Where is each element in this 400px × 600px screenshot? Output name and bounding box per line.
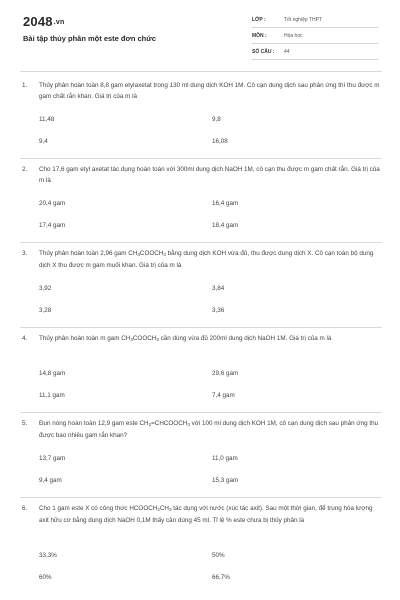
text-segment: cần dùng vừa đủ 200ml dung dịch NaOH 1M. Giá trị của m là	[158, 335, 332, 342]
answer-option[interactable]: 7,4 gam	[212, 392, 235, 399]
meta-value: 44	[284, 49, 290, 55]
answer-option[interactable]: 50%	[212, 552, 225, 559]
subscript: 3	[130, 337, 133, 342]
question-text: Cho 17,6 gam etyl axetat tác dụng hoàn toàn với 300ml dung dịch NaOH 1M, cô cạn thu được m gam chất rắn. Giá trị của m là	[39, 166, 380, 184]
answer-option[interactable]: 60%	[39, 574, 52, 581]
subscript: 3	[163, 252, 166, 257]
divider	[20, 242, 382, 243]
answer-option[interactable]: 11,0 gam	[212, 455, 238, 462]
logo-suffix: .vn	[53, 19, 65, 27]
divider	[20, 158, 382, 159]
meta-value: Tốt nghiệp THPT	[284, 17, 322, 23]
meta-value: Hóa học	[284, 33, 303, 39]
meta-key: LỚP :	[252, 17, 266, 23]
logo-text: 2048	[23, 14, 53, 29]
answer-option[interactable]: 13,7 gam	[39, 455, 66, 462]
meta-class	[252, 14, 378, 28]
answer-option[interactable]: 3,28	[39, 307, 52, 314]
question-text	[39, 248, 381, 271]
question-number: 5.	[22, 420, 28, 427]
answer-option[interactable]: 14,8 gam	[39, 370, 66, 377]
question-number: 4.	[22, 335, 28, 342]
answer-option[interactable]: 29,6 gam	[212, 370, 239, 377]
document-title: Bài tập thủy phân một este đơn chức	[23, 34, 156, 43]
text-segment: COOCH	[139, 250, 164, 257]
question-text	[39, 418, 381, 441]
question-number: 2.	[22, 166, 28, 173]
text-segment: bằng dung dịch KOH vừa đủ, thu được dung dịch X. Cô cạn toàn bộ dung dịch X thu được m gam muối khan. Giá trị của m là	[39, 250, 374, 269]
answer-option[interactable]: 33,3%	[39, 552, 57, 559]
text-segment: COOCH	[132, 335, 157, 342]
subscript: 3	[187, 422, 190, 427]
answer-option[interactable]: 66,7%	[212, 574, 230, 581]
answer-option[interactable]: 9,4 gam	[39, 477, 62, 484]
text-segment: Thủy phân hoàn toàn 2,96 gam CH	[39, 250, 138, 257]
answer-option[interactable]: 3,36	[212, 307, 225, 314]
text-segment: Đun nóng hoàn toàn 12,9 gam este CH	[39, 420, 149, 427]
text-segment: =CHCOOCH	[151, 420, 188, 427]
subscript: 3	[156, 337, 159, 342]
divider	[20, 412, 382, 413]
meta-key: SỐ CÂU :	[252, 49, 275, 55]
answer-option[interactable]: 18,4 gam	[212, 222, 239, 229]
text-segment: CH	[159, 505, 169, 512]
text-segment: với 100 ml dung dịch KOH 1M, cô cạn dung dịch sau phản ứng thu được bao nhiêu gam rắn khan?	[39, 420, 379, 439]
divider	[20, 497, 382, 498]
subscript: 2	[157, 507, 160, 512]
answer-option[interactable]: 3,84	[212, 285, 225, 292]
question-number: 1.	[22, 82, 28, 89]
answer-option[interactable]: 16,4 gam	[212, 200, 239, 207]
meta-key: MÔN :	[252, 33, 267, 39]
answer-option[interactable]: 20,4 gam	[39, 200, 66, 207]
subscript: 3	[137, 252, 140, 257]
divider	[20, 71, 382, 72]
divider	[20, 327, 382, 328]
question-text	[39, 503, 381, 526]
subscript: 3	[168, 507, 172, 512]
answer-option[interactable]: 15,3 gam	[212, 477, 239, 484]
answer-option[interactable]: 9,8	[212, 116, 221, 123]
subscript: 2	[148, 422, 152, 427]
text-segment: Thủy phân hoàn toàn m gam CH	[39, 335, 131, 342]
question-text	[39, 333, 381, 345]
site-logo[interactable]	[23, 14, 64, 29]
answer-option[interactable]: 16,08	[212, 138, 228, 145]
answer-option[interactable]: 11,1 gam	[39, 392, 65, 399]
answer-option[interactable]: 11,48	[39, 116, 55, 123]
answer-option[interactable]: 3,92	[39, 285, 52, 292]
question-text: Thủy phân hoàn toàn 8,8 gam etylaxetat trong 130 ml dung dịch KOH 1M. Cô cạn dung dịch sau phản ứng thì thu được m gam chất rắn khan. Giá trị của m là	[39, 82, 380, 100]
question-number: 3.	[22, 250, 28, 257]
text-segment: tác dụng với nước (xúc tác axit). Sau một thời gian, để trung hòa lượng axit hữu cơ bằng dung dịch NaOH 0,1M thấy cần dùng 45 ml. Tỉ lệ % este chưa bị thủy phân là	[39, 505, 373, 524]
meta-question-count	[252, 46, 378, 60]
text-segment: Cho 1 gam este X có công thức HCOOCH	[39, 505, 158, 512]
answer-option[interactable]: 17,4 gam	[39, 222, 66, 229]
meta-subject	[252, 30, 378, 44]
document-header	[0, 0, 400, 64]
answer-option[interactable]: 9,4	[39, 138, 48, 145]
question-number: 6.	[22, 505, 28, 512]
